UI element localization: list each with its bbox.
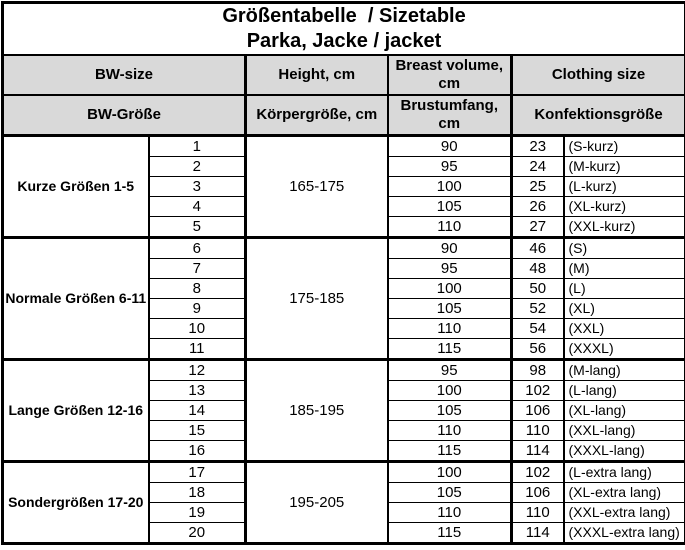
header-row-en xyxy=(3,55,685,95)
size-number-cell: 114 xyxy=(512,440,564,461)
breast-cell: 95 xyxy=(388,359,512,380)
breast-cell: 115 xyxy=(388,338,512,359)
bw-size-cell: 18 xyxy=(149,482,246,502)
breast-cell: 90 xyxy=(388,135,512,156)
size-label-cell: (XL-lang) xyxy=(564,400,685,420)
size-number-cell: 48 xyxy=(512,258,564,278)
breast-cell: 110 xyxy=(388,502,512,522)
size-number-cell: 26 xyxy=(512,196,564,216)
size-label-cell: (XL) xyxy=(564,298,685,318)
size-label-cell: (S-kurz) xyxy=(564,135,685,156)
breast-cell: 100 xyxy=(388,278,512,298)
size-label-cell: (L-lang) xyxy=(564,380,685,400)
breast-cell: 110 xyxy=(388,216,512,237)
header-breast-en: Breast volume, cm xyxy=(388,55,512,95)
size-label-cell: (L-kurz) xyxy=(564,176,685,196)
bw-size-cell: 10 xyxy=(149,318,246,338)
size-label-cell: (M) xyxy=(564,258,685,278)
size-label-cell: (XL-kurz) xyxy=(564,196,685,216)
size-label-cell: (XL-extra lang) xyxy=(564,482,685,502)
size-number-cell: 98 xyxy=(512,359,564,380)
header-bw-size-de: BW-Größe xyxy=(3,95,246,135)
size-number-cell: 23 xyxy=(512,135,564,156)
breast-cell: 110 xyxy=(388,318,512,338)
size-number-cell: 54 xyxy=(512,318,564,338)
title-line-1: Größentabelle / Sizetable xyxy=(4,4,684,29)
size-label-cell: (L) xyxy=(564,278,685,298)
size-label-cell: (XXL-extra lang) xyxy=(564,502,685,522)
group-label-cell: Normale Größen 6-11 xyxy=(3,237,149,359)
bw-size-cell: 1 xyxy=(149,135,246,156)
size-number-cell: 102 xyxy=(512,380,564,400)
size-number-cell: 106 xyxy=(512,482,564,502)
size-label-cell: (M-lang) xyxy=(564,359,685,380)
breast-cell: 105 xyxy=(388,196,512,216)
breast-cell: 105 xyxy=(388,400,512,420)
bw-size-cell: 13 xyxy=(149,380,246,400)
breast-cell: 100 xyxy=(388,461,512,482)
bw-size-cell: 5 xyxy=(149,216,246,237)
breast-cell: 100 xyxy=(388,176,512,196)
header-breast-de: Brustumfang, cm xyxy=(388,95,512,135)
size-table xyxy=(1,1,685,545)
bw-size-cell: 12 xyxy=(149,359,246,380)
size-label-cell: (XXXL-lang) xyxy=(564,440,685,461)
group-label-cell: Kurze Größen 1-5 xyxy=(3,135,149,237)
size-label-cell: (XXXL-extra lang) xyxy=(564,522,685,543)
size-label-cell: (XXL-lang) xyxy=(564,420,685,440)
table-title xyxy=(3,3,685,56)
breast-cell: 110 xyxy=(388,420,512,440)
table-row xyxy=(3,359,685,380)
breast-cell: 115 xyxy=(388,440,512,461)
size-number-cell: 52 xyxy=(512,298,564,318)
header-height-en: Height, cm xyxy=(246,55,388,95)
bw-size-cell: 8 xyxy=(149,278,246,298)
size-number-cell: 27 xyxy=(512,216,564,237)
size-table-page xyxy=(0,1,685,550)
breast-cell: 115 xyxy=(388,522,512,543)
size-number-cell: 114 xyxy=(512,522,564,543)
breast-cell: 100 xyxy=(388,380,512,400)
size-number-cell: 110 xyxy=(512,502,564,522)
header-row-de xyxy=(3,95,685,135)
size-number-cell: 110 xyxy=(512,420,564,440)
size-label-cell: (XXL) xyxy=(564,318,685,338)
group-label-cell: Sondergrößen 17-20 xyxy=(3,461,149,543)
title-row xyxy=(3,3,685,56)
bw-size-cell: 7 xyxy=(149,258,246,278)
bw-size-cell: 17 xyxy=(149,461,246,482)
header-clothing-de: Konfektionsgröße xyxy=(512,95,685,135)
bw-size-cell: 15 xyxy=(149,420,246,440)
table-row xyxy=(3,135,685,156)
size-number-cell: 25 xyxy=(512,176,564,196)
breast-cell: 90 xyxy=(388,237,512,258)
size-label-cell: (M-kurz) xyxy=(564,156,685,176)
table-row xyxy=(3,461,685,482)
size-number-cell: 102 xyxy=(512,461,564,482)
bw-size-cell: 6 xyxy=(149,237,246,258)
height-cell: 185-195 xyxy=(246,359,388,461)
bw-size-cell: 9 xyxy=(149,298,246,318)
group-label-cell: Lange Größen 12-16 xyxy=(3,359,149,461)
height-cell: 165-175 xyxy=(246,135,388,237)
header-bw-size-en: BW-size xyxy=(3,55,246,95)
size-number-cell: 50 xyxy=(512,278,564,298)
bw-size-cell: 20 xyxy=(149,522,246,543)
size-number-cell: 46 xyxy=(512,237,564,258)
bw-size-cell: 14 xyxy=(149,400,246,420)
bw-size-cell: 4 xyxy=(149,196,246,216)
size-number-cell: 56 xyxy=(512,338,564,359)
header-clothing-en: Clothing size xyxy=(512,55,685,95)
bw-size-cell: 19 xyxy=(149,502,246,522)
header-height-de: Körpergröße, cm xyxy=(246,95,388,135)
table-row xyxy=(3,237,685,258)
size-label-cell: (XXXL) xyxy=(564,338,685,359)
height-cell: 175-185 xyxy=(246,237,388,359)
bw-size-cell: 3 xyxy=(149,176,246,196)
title-line-2: Parka, Jacke / jacket xyxy=(4,29,684,54)
bw-size-cell: 2 xyxy=(149,156,246,176)
size-label-cell: (XXL-kurz) xyxy=(564,216,685,237)
breast-cell: 105 xyxy=(388,482,512,502)
size-label-cell: (S) xyxy=(564,237,685,258)
size-number-cell: 24 xyxy=(512,156,564,176)
breast-cell: 95 xyxy=(388,156,512,176)
size-number-cell: 106 xyxy=(512,400,564,420)
size-label-cell: (L-extra lang) xyxy=(564,461,685,482)
bw-size-cell: 11 xyxy=(149,338,246,359)
breast-cell: 95 xyxy=(388,258,512,278)
height-cell: 195-205 xyxy=(246,461,388,543)
breast-cell: 105 xyxy=(388,298,512,318)
bw-size-cell: 16 xyxy=(149,440,246,461)
